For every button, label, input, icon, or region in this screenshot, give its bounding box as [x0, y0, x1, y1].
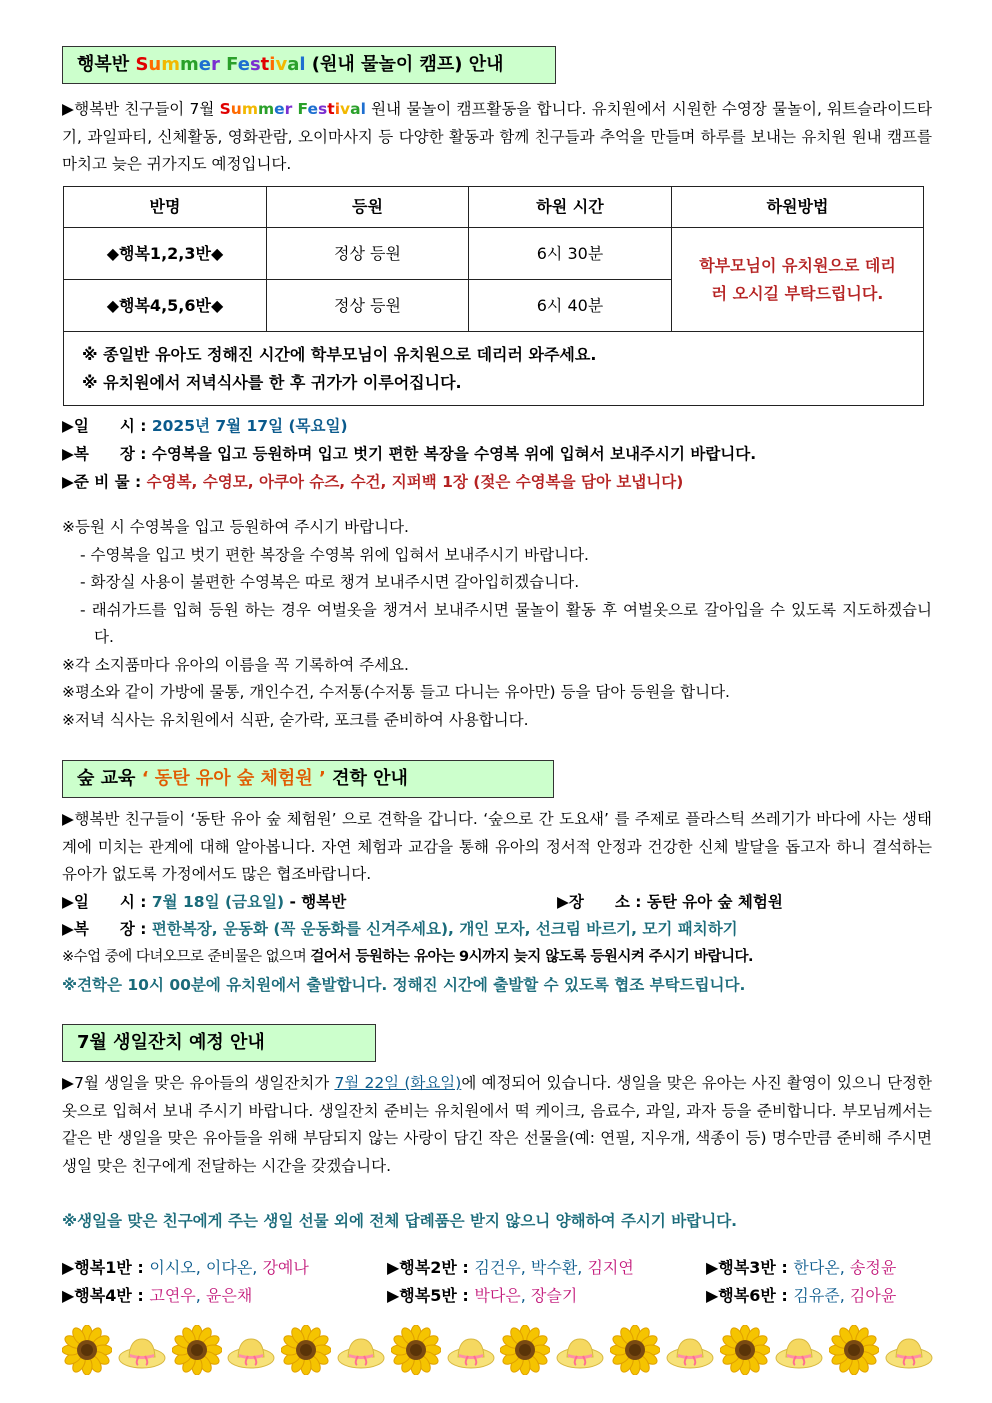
intro-pre: ▶행복반 친구들이 7월 [62, 100, 220, 118]
row2-class: ◆행복4,5,6반◆ [64, 280, 267, 332]
rainbow-letter: i [269, 54, 276, 75]
title-prefix: 행복반 [77, 54, 136, 75]
rainbow-letter: e [307, 100, 319, 118]
rainbow-letter: u [148, 54, 162, 75]
rainbow-letter: s [249, 54, 261, 75]
row1-arrival: 정상 등원 [267, 228, 469, 280]
header-class: 반명 [64, 187, 267, 228]
forest-note-2: ※견학은 10시 00분에 유치원에서 출발합니다. 정해진 시간에 출발할 수 있도록 협조 부탁드립니다. [62, 976, 746, 994]
rainbow-letter: a [350, 100, 361, 118]
row2-arrival: 정상 등원 [267, 280, 469, 332]
rainbow-letter: e [237, 54, 250, 75]
intro-word-summer [220, 100, 293, 118]
birthday-child-name: 김건우 [474, 1258, 521, 1277]
birthday-child-name: 김유준 [793, 1286, 840, 1305]
camp-date-value: 2025년 7월 17일 (목요일) [151, 417, 348, 435]
camp-note-3: - 화장실 사용이 불편한 수영복은 따로 챙겨 보내주시면 갈아입히겠습니다. [80, 573, 580, 591]
birthday-child-name: 박다은 [474, 1286, 521, 1305]
birthday-child-name: 박수환 [530, 1258, 578, 1277]
birthday-child-name: 고연우 [149, 1286, 196, 1305]
birthday-child-name: 장슬기 [530, 1286, 578, 1305]
camp-prep [62, 469, 683, 497]
hat-icon [446, 1325, 496, 1375]
camp-note-6: ※평소와 같이 가방에 물통, 개인수건, 수저통(수저통 들고 다니는 유아만) 등을 담아 등원을 합니다. [62, 683, 730, 701]
table-notes [64, 332, 924, 406]
rainbow-letter: l [299, 54, 306, 75]
rainbow-letter: l [360, 100, 366, 118]
rainbow-letter: v [275, 54, 288, 75]
table-note-1: ※ 종일반 유아도 정해진 시간에 학부모님이 유치원으로 데리러 와주세요. [82, 344, 597, 364]
section1-intro [62, 96, 932, 179]
forest-intro: ▶행복반 친구들이 ‘동탄 유아 숲 체험원’ 으로 견학을 갑니다. ‘숲으로 간 도요새’ 를 주제로 플라스틱 쓰레기가 바다에 사는 생태계에 미치는 관계에 대해 알아봅니다. 자연 체험과 교감을 통해 유아의 정서적 안정과 건강한 신체 발달을 돕고자 하니 결석하는 유아가 없도록 가정에서도 많은 협조바랍니다. [62, 810, 932, 883]
camp-prep-label: ▶준 비 물 : [62, 473, 147, 491]
hat-icon [117, 1325, 167, 1375]
rainbow-letter: a [287, 54, 300, 75]
forest-place [557, 889, 783, 917]
section3-title: 7월 생일잔치 예정 안내 [62, 1024, 376, 1062]
hat-icon [884, 1325, 934, 1375]
rainbow-letter: r [210, 54, 220, 75]
birthday-child-name: , [839, 1258, 850, 1277]
rainbow-letter: m [241, 100, 258, 118]
camp-date [62, 413, 348, 441]
birthday-note: ※생일을 맞은 친구에게 주는 생일 선물 외에 전체 답례품은 받지 않으니 양해하여 주시기 바랍니다. [62, 1212, 738, 1230]
rainbow-letter: r [284, 100, 293, 118]
birthday-child-name: 김아윤 [849, 1286, 897, 1305]
sunflower-icon [500, 1325, 550, 1375]
birthday-class-label: ▶행복5반 : [387, 1286, 475, 1305]
camp-dress-label: ▶복 장 : [62, 445, 152, 463]
forest-note-1 [62, 944, 753, 972]
rainbow-letter: m [180, 54, 199, 75]
birthday-child-name: , [520, 1258, 531, 1277]
title-word-summer [135, 54, 219, 75]
camp-note-7: ※저녁 식사는 유치원에서 식판, 숟가락, 포크를 준비하여 사용합니다. [62, 710, 529, 729]
hat-icon [774, 1325, 824, 1375]
camp-note-4: - 래쉬가드를 입혀 등원 하는 경우 여벌옷을 챙겨서 보내주시면 물놀이 활동 후 여벌옷으로 갈아입을 수 있도록 지도하겠습니다. [80, 600, 932, 646]
rainbow-letter: u [230, 100, 242, 118]
sunflower-icon [610, 1325, 660, 1375]
header-time: 하원 시간 [469, 187, 672, 228]
header-arrival: 등원 [267, 187, 469, 228]
sunflower-icon [391, 1325, 441, 1375]
birthday-class-4 [62, 1282, 252, 1310]
forest-date-label: ▶일 시 : [62, 893, 152, 911]
section1-title [62, 46, 556, 84]
birthday-child-name: , [577, 1258, 588, 1277]
forest-title-pre: 숲 교육 [77, 768, 142, 789]
birthday-child-name: 한다온 [793, 1258, 840, 1277]
rainbow-letter: e [274, 100, 285, 118]
table-note-2: ※ 유치원에서 저녁식사를 한 후 귀가가 이루어집니다. [82, 372, 462, 392]
header-method: 하원방법 [672, 187, 924, 228]
camp-note-2: - 수영복을 입고 벗기 편한 복장을 수영복 위에 입혀서 보내주시기 바랍니다. [80, 545, 589, 564]
sunflower-icon [829, 1325, 879, 1375]
birthday-child-name: , [839, 1286, 850, 1305]
birthday-class-3 [706, 1254, 896, 1282]
camp-prep-value: 수영복, 수영모, 아쿠아 슈즈, 수건, 지퍼백 1장 (젖은 수영복을 담아 보냅니다) [146, 473, 684, 491]
sunflower-icon [172, 1325, 222, 1375]
intro-post: 원내 물놀이 캠프활동을 합니다. 유치원에서 시원한 수영장 물놀이, 워트슬라이드타기, 과일파티, 신체활동, 영화관람, 오이마사지 등 다양한 활동과 함께 친구들과 추억을 만들며 하루를 보내는 유치원 원내 캠프를 마치고 늦은 귀가지도 예정입니다. [62, 100, 932, 173]
birthday-child-name: 김지연 [587, 1258, 634, 1277]
birthday-class-2 [387, 1254, 634, 1282]
birthday-class-5 [387, 1282, 577, 1310]
birthday-child-name: , [520, 1286, 531, 1305]
forest-note-1-pre: ※수업 중에 다녀오므로 준비물은 없으며 [62, 949, 311, 965]
birthday-class-label: ▶행복6반 : [706, 1286, 794, 1305]
hat-icon [665, 1325, 715, 1375]
birthday-class-label: ▶행복4반 : [62, 1286, 150, 1305]
camp-note-5: ※각 소지품마다 유아의 이름을 꼭 기록하여 주세요. [62, 655, 409, 674]
birthday-child-name: 송정윤 [849, 1258, 897, 1277]
birthday-child-name: 이시오 [149, 1258, 196, 1277]
forest-dress-value: 편한복장, 운동화 (꼭 운동화를 신겨주세요), 개인 모자, 선크림 바르기, 모기 패치하기 [151, 920, 738, 938]
hat-icon [555, 1325, 605, 1375]
camp-notes [62, 514, 932, 734]
rainbow-letter: m [257, 100, 275, 118]
rainbow-letter: s [318, 100, 328, 118]
birthday-intro-pre: ▶7월 생일을 맞은 유아들의 생일잔치가 [62, 1074, 335, 1092]
birthday-intro-post: 에 예정되어 있습니다. 생일을 맞은 유아는 사진 촬영이 있으니 단정한 옷으로 입혀서 보내 주시기 바랍니다. 생일잔치 준비는 유치원에서 떡 케이크, 음료수, 과일, 과자 등을 준비합니다. 부모님께서는 같은 반 생일을 맞은 유아들을 위해 부담되지 않는 사랑이 담긴 작은 선물을(예: 연필, 지우개, 색종이 등) 명수만큼 준비해 주시면 생일 맞은 친구에게 전달하는 시간을 갖겠습니다. [62, 1074, 932, 1175]
birthday-class-1 [62, 1254, 309, 1282]
decoration-row [62, 1324, 934, 1376]
rainbow-letter: t [260, 54, 270, 75]
birthday-child-name: 이다온 [205, 1258, 253, 1277]
forest-place-value: 동탄 유아 숲 체험원 [646, 893, 783, 911]
forest-date [62, 889, 346, 917]
forest-date-suffix: - 행복반 [284, 893, 347, 911]
schedule-table [63, 186, 924, 406]
birthday-date: 7월 22일 (화요일) [334, 1074, 462, 1092]
rainbow-letter: S [135, 54, 149, 75]
hat-icon [226, 1325, 276, 1375]
sunflower-icon [62, 1325, 112, 1375]
camp-dress-value: 수영복을 입고 등원하며 입고 벗기 편한 복장을 수영복 위에 입혀서 보내주시기 바랍니다. [151, 445, 757, 463]
rainbow-letter: F [226, 54, 238, 75]
birthday-child-name: 강예나 [262, 1258, 309, 1277]
birthday-class-6 [706, 1282, 896, 1310]
row1-time: 6시 30분 [469, 228, 672, 280]
rainbow-letter: S [219, 100, 231, 118]
hat-icon [336, 1325, 386, 1375]
birthday-class-label: ▶행복2반 : [387, 1258, 475, 1277]
row1-class: ◆행복1,2,3반◆ [64, 228, 267, 280]
birthday-child-name: , [252, 1258, 263, 1277]
birthday-intro [62, 1070, 932, 1180]
birthday-class-label: ▶행복3반 : [706, 1258, 794, 1277]
sunflower-icon [281, 1325, 331, 1375]
forest-dress-label: ▶복 장 : [62, 920, 152, 938]
title-word-festival [226, 54, 305, 75]
forest-date-value: 7월 18일 (금요일) [151, 893, 285, 911]
birthday-child-name: , [195, 1286, 206, 1305]
birthday-child-name: 윤은채 [205, 1286, 253, 1305]
rainbow-letter: m [161, 54, 180, 75]
intro-word-festival [298, 100, 366, 118]
birthday-child-name: , [195, 1258, 206, 1277]
camp-dress [62, 441, 756, 469]
rainbow-letter: v [340, 100, 351, 118]
forest-title-highlight: ‘ 동탄 유아 숲 체험원 ’ [141, 768, 326, 789]
birthday-class-label: ▶행복1반 : [62, 1258, 150, 1277]
sunflower-icon [720, 1325, 770, 1375]
pickup-method: 학부모님이 유치원으로 데리러 오시길 부탁드립니다. [672, 228, 924, 332]
section2-title [62, 760, 554, 798]
forest-place-label: ▶장 소 : [557, 893, 647, 911]
forest-title-post: 견학 안내 [325, 768, 408, 789]
title-suffix: (원내 물놀이 캠프) 안내 [305, 54, 504, 75]
forest-note-1-bold: 걸어서 등원하는 유아는 9시까지 늦지 않도록 등원시켜 주시기 바랍니다. [310, 949, 753, 965]
camp-note-1: ※등원 시 수영복을 입고 등원하여 주시기 바랍니다. [62, 518, 409, 536]
row2-time: 6시 40분 [469, 280, 672, 332]
rainbow-letter: F [297, 100, 308, 118]
forest-dress [62, 916, 738, 944]
camp-date-label: ▶일 시 : [62, 417, 152, 435]
rainbow-letter: e [198, 54, 211, 75]
rainbow-letter: t [327, 100, 335, 118]
rainbow-letter: i [334, 100, 341, 118]
